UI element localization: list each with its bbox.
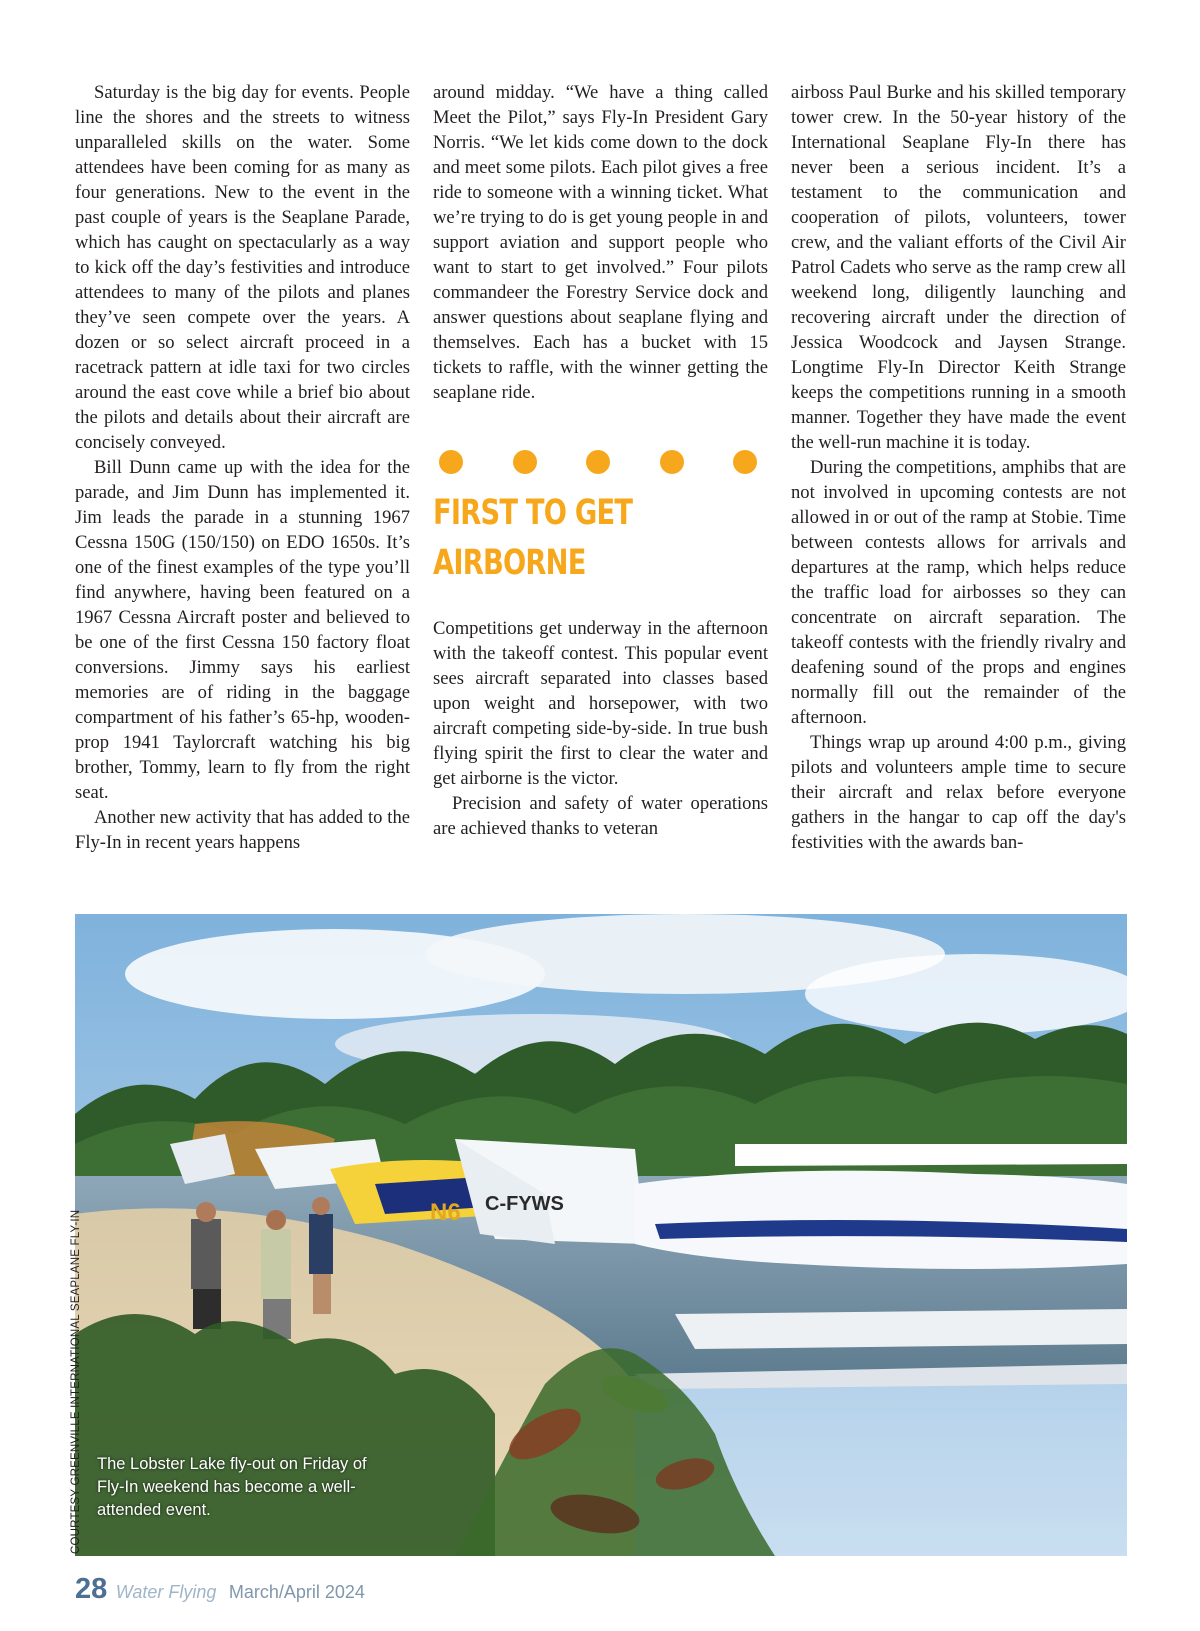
paragraph: airboss Paul Burke and his skilled temporary tower crew. In the 50-year history of the International Seaplane Fly-In there has never been a serious incident. It’s a testament to the communication and cooperation of pilots, volunteers, tower crew, and the valiant efforts of the Civil Air Patrol Cadets who serve as the ramp crew all weekend long, diligently launching and recovering aircraft under the direction of Jessica Woodcock and Jaysen Strange. Longtime Fly-In Director Keith Strange keeps the competitions running in a smooth manner. Together they have made the event the well-run machine it is today.: [791, 82, 1126, 453]
paragraph: Competitions get underway in the afternoon with the takeoff contest. This popular event sees aircraft separated into classes based upon weight and horsepower, with two aircraft competing side-by-side. In true bush flying spirit the first to clear the water and get airborne is the victor.: [433, 618, 768, 789]
magazine-name: Water Flying: [115, 1582, 217, 1602]
aircraft-registration: N6: [430, 1199, 461, 1226]
article-column-3: [791, 80, 1126, 855]
section-divider-dots: [439, 450, 757, 474]
divider-dot: [660, 450, 684, 474]
divider-dot: [439, 450, 463, 474]
aircraft-registration: C-FYWS: [485, 1193, 564, 1215]
article-column-2: [433, 80, 768, 841]
paragraph: Precision and safety of water operations are achieved thanks to veteran: [433, 793, 768, 839]
section-heading-line: AIRBORNE: [433, 543, 586, 583]
page-number: 28: [75, 1573, 108, 1605]
photo-credit: COURTESY GREENVILLE INTERNATIONAL SEAPLANE FLY-IN: [70, 1209, 82, 1554]
photo-caption: The Lobster Lake fly-out on Friday of Fly-In weekend has become a well-attended event.: [97, 1455, 367, 1519]
paragraph: During the competitions, amphibs that are not involved in upcoming contests are not allowed in or out of the ramp at Stobie. Time between contests allows for arrivals and departures at the ramp, which helps reduce the traffic load for airbosses so they can concentrate on aircraft separation. The takeoff contests with the friendly rivalry and deafening sound of the props and engines normally fill out the remainder of the afternoon.: [791, 457, 1126, 728]
paragraph: Bill Dunn came up with the idea for the parade, and Jim Dunn has implemented it. Jim leads the parade in a stunning 1967 Cessna 150G (150/150) on EDO 1650s. It’s one of the finest examples of the type you’ll find anywhere, having been featured on a 1967 Cessna Aircraft poster and believed to be one of the first Cessna 150 factory float conversions. Jimmy says his earliest memories are of riding in the baggage compartment of his father’s 65-hp, wooden-prop 1941 Taylorcraft watching his big brother, Tommy, learn to fly from the right seat.: [75, 457, 410, 803]
paragraph: Things wrap up around 4:00 p.m., giving pilots and volunteers ample time to secure their aircraft and relax before everyone gathers in the hangar to cap off the day's festivities with the awards ban-: [791, 732, 1126, 853]
section-heading: [433, 488, 694, 588]
issue-date: March/April 2024: [228, 1582, 365, 1602]
divider-dot: [733, 450, 757, 474]
section-heading-line: FIRST TO GET: [433, 493, 633, 533]
paragraph: Another new activity that has added to the Fly-In in recent years happens: [75, 807, 410, 853]
article-column-1: [75, 80, 410, 855]
article-photo: [75, 914, 1127, 1556]
divider-dot: [586, 450, 610, 474]
paragraph: Saturday is the big day for events. People line the shores and the streets to witness unparalleled skills on the water. Some attendees have been coming for as many as four generations. New to the event in the past couple of years is the Seaplane Parade, which has caught on spectacularly as a way to kick off the day’s festivities and introduce attendees to many of the pilots and planes they’ve seen compete over the years. A dozen or so select aircraft proceed in a racetrack pattern at idle taxi for two circles around the east cove while a brief bio about the pilots and details about their aircraft are concisely conveyed.: [75, 82, 410, 453]
page-footer: [75, 1573, 365, 1606]
divider-dot: [513, 450, 537, 474]
paragraph: around midday. “We have a thing called Meet the Pilot,” says Fly-In President Gary Norris. “We let kids come down to the dock and meet some pilots. Each pilot gives a free ride to someone with a winning ticket. What we’re trying to do is get young people in and support aviation and support people who want to start to get involved.” Four pilots commandeer the Forestry Service dock and answer questions about seaplane flying and themselves. Each has a bucket with 15 tickets to raffle, with the winner getting the seaplane ride.: [433, 82, 768, 403]
